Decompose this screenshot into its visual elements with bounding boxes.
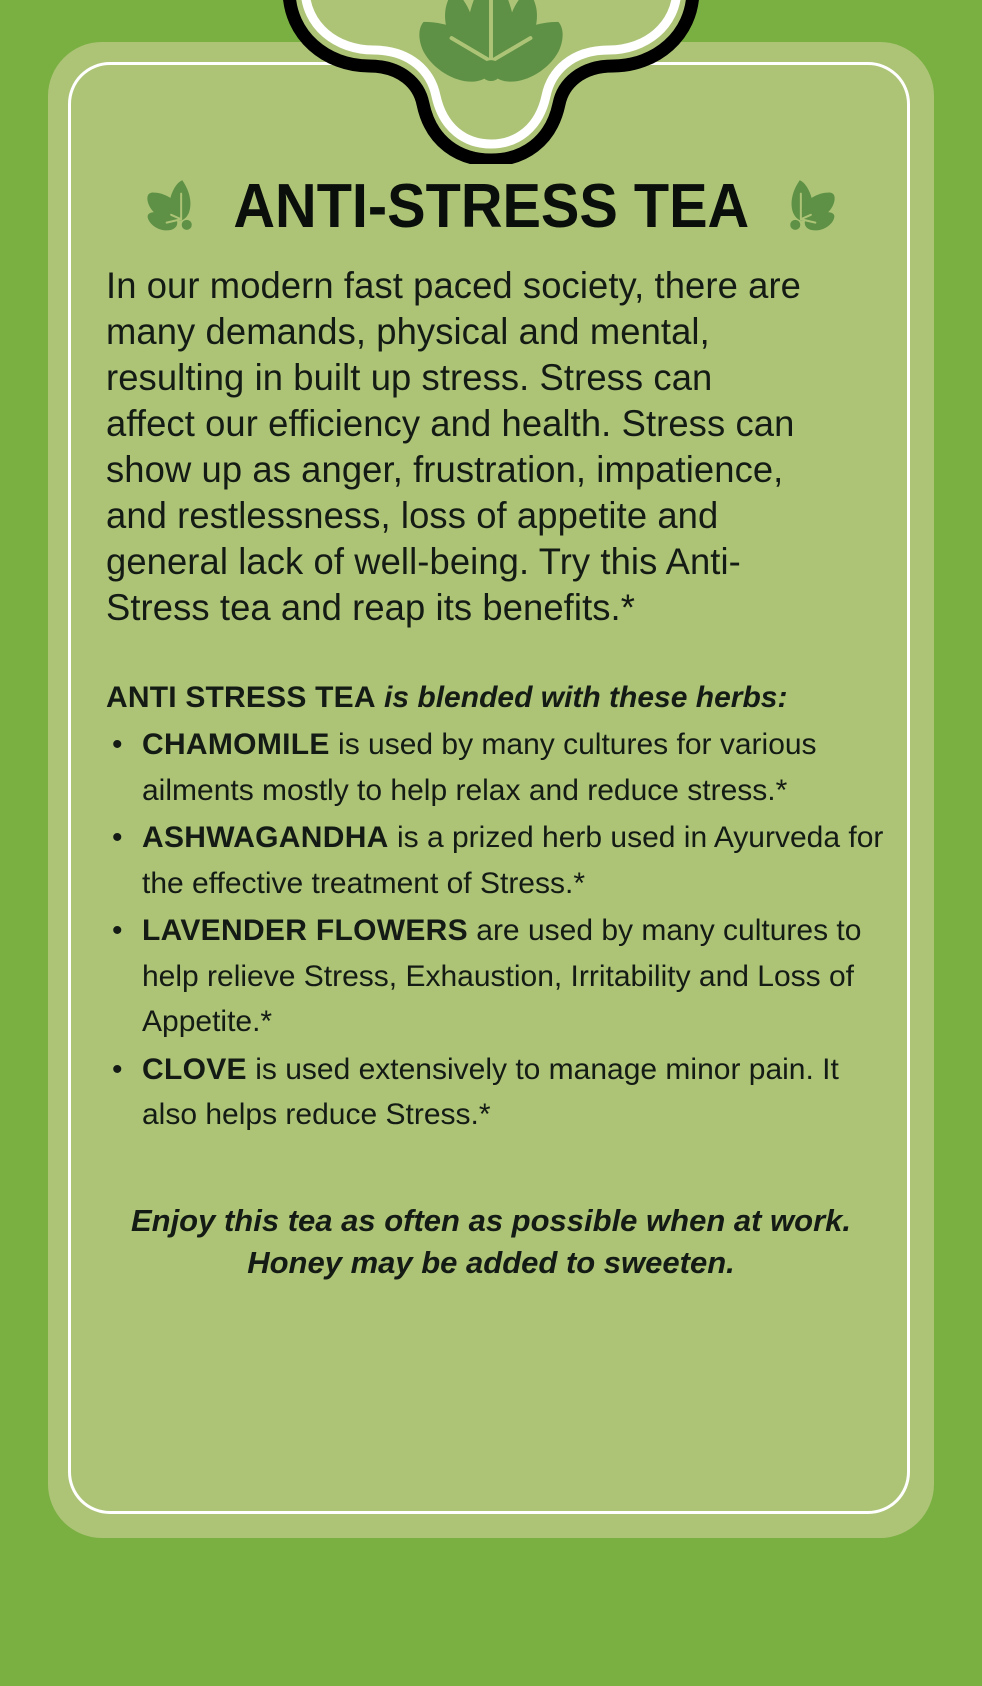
herb-name: CLOVE <box>142 1052 247 1086</box>
list-item <box>106 1047 886 1138</box>
bullet-glyph: • <box>112 1052 123 1086</box>
herb-description: are used by many cultures to help relieve Stress, Exhaustion, Irritability and Loss of Appetite.* <box>142 914 862 1038</box>
intro-paragraph: In our modern fast paced society, there are many demands, physical and mental, resulting in built up stress. Stress can affect our efficiency and health. Stress can show up as anger, frustration, impatience, and restlessness, loss of appetite and general lack of well-being. Try this Anti-Stress tea and reap its benefits.* <box>106 264 802 628</box>
footer-line-1: Enjoy this tea as often as possible when at work. <box>130 1202 852 1238</box>
herb-description: is used extensively to manage minor pain. It also helps reduce Stress.* <box>142 1052 839 1131</box>
list-item <box>106 815 886 906</box>
list-item <box>106 722 886 813</box>
herb-name: CHAMOMILE <box>142 728 330 761</box>
list-item <box>106 908 886 1045</box>
herbs-lead-line <box>106 680 886 716</box>
leaf-cluster-icon <box>142 178 198 236</box>
herbs-lead-strong: ANTI STRESS TEA <box>106 681 376 714</box>
leaf-cluster-icon <box>784 178 840 236</box>
bullet-glyph: • <box>112 821 123 854</box>
herb-list <box>96 722 886 1138</box>
page-title: ANTI-STRESS TEA <box>233 172 749 241</box>
label-content <box>96 166 886 1284</box>
herb-name: LAVENDER FLOWERS <box>142 914 468 947</box>
footer-note <box>96 1200 886 1284</box>
herbs-lead-italic: is blended with these herbs: <box>375 681 788 714</box>
herb-description: is a prized herb used in Ayurveda for the effective treatment of Stress.* <box>142 821 884 900</box>
herb-description: is used by many cultures for various ailments mostly to help relax and reduce stress.* <box>142 728 817 807</box>
bullet-glyph: • <box>112 914 123 947</box>
scalloped-top-ornament <box>241 0 741 164</box>
herb-name: ASHWAGANDHA <box>142 821 389 854</box>
title-row <box>96 166 886 248</box>
bullet-glyph: • <box>112 728 123 761</box>
footer-line-2: Honey may be added to sweeten. <box>247 1244 735 1280</box>
